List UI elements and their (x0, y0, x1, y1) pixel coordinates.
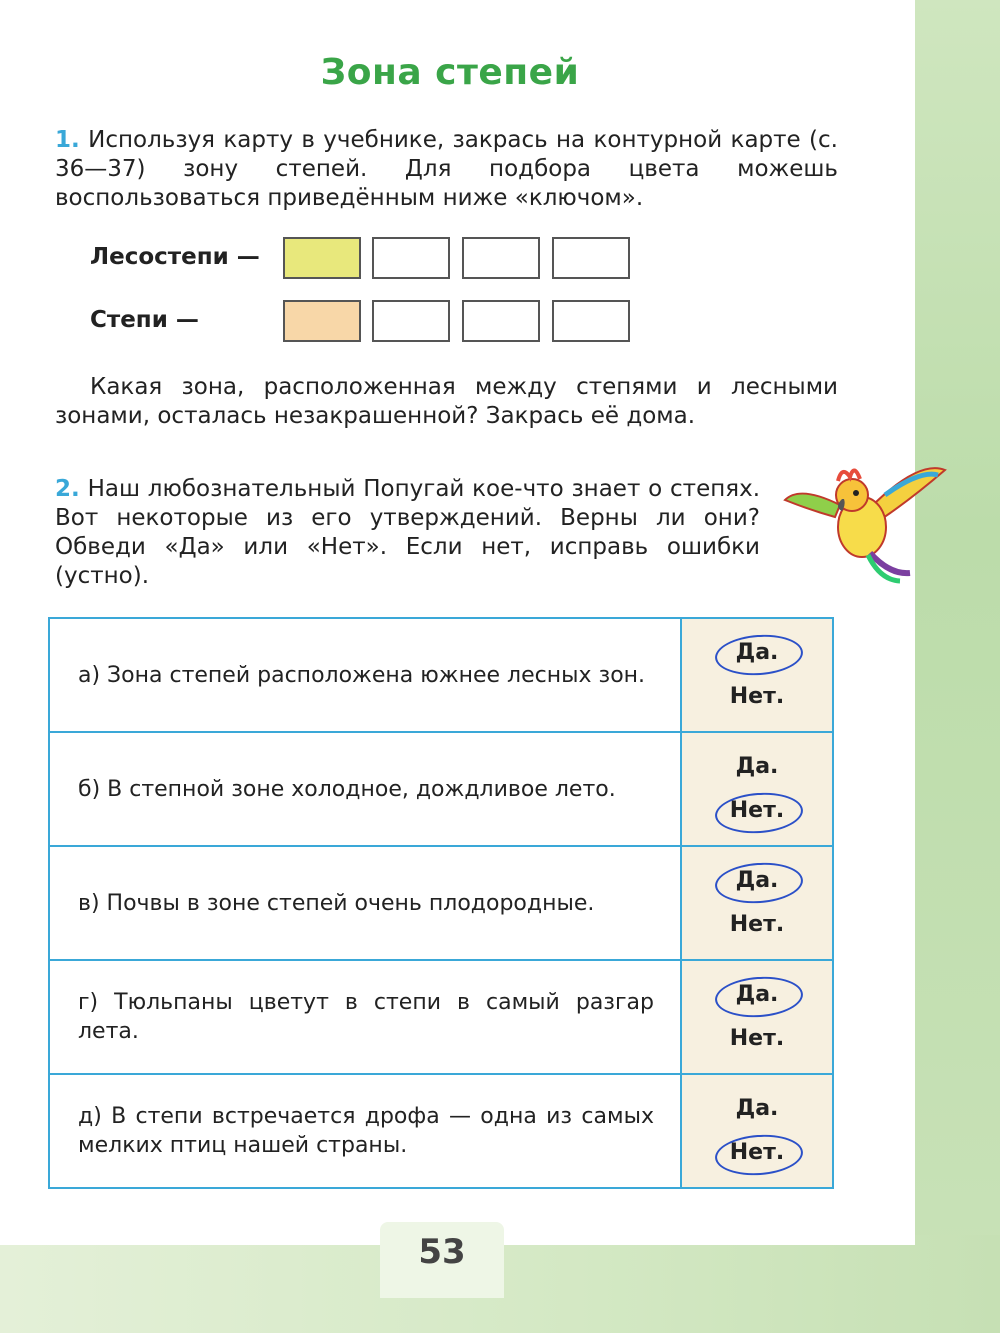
task2-paragraph (55, 475, 760, 591)
statement-text: г) Тюльпаны цветут в степи в самый разгар лета. (49, 960, 681, 1074)
answer-no-circled[interactable]: Нет. (683, 1131, 831, 1175)
answer-no[interactable]: Нет. (729, 684, 785, 709)
statement-text: в) Почвы в зоне степей очень плодородные. (49, 846, 681, 960)
answer-cell (681, 618, 833, 732)
answer-cell (681, 846, 833, 960)
table-row (49, 618, 833, 732)
table-row (49, 1074, 833, 1188)
key-box-empty[interactable] (372, 300, 450, 342)
page-number: 53 (418, 1232, 466, 1272)
table-row (49, 846, 833, 960)
task2-text: Наш любознательный Попугай кое-что знает о степях. Вот некоторые из его утверждений. Верны ли они? Обведи «Да» или «Нет». Если нет, исправь ошибки (устно). (55, 476, 761, 589)
key-swatch-forest-steppe (283, 237, 361, 279)
answer-cell (681, 960, 833, 1074)
statement-text: б) В степной зоне холодное, дождливое лето. (49, 732, 681, 846)
page-title: Зона степей (320, 52, 580, 93)
task1-text: Используя карту в учебнике, закрась на контурной карте (с. 36—37) зону степей. Для подбора цвета можешь воспользоваться приведённым ниже «ключом». (55, 127, 838, 211)
key-swatch-steppe (283, 300, 361, 342)
answer-cell (681, 732, 833, 846)
statements-table (48, 617, 834, 1189)
answer-yes-circled[interactable]: Да. (683, 631, 831, 675)
answer-cell (681, 1074, 833, 1188)
answer-no[interactable]: Нет. (729, 1026, 785, 1051)
task1-paragraph (55, 126, 838, 213)
key-box-empty[interactable] (462, 300, 540, 342)
key-label-steppe: Степи — (90, 307, 199, 333)
task1-number: 1. (55, 127, 80, 153)
key-box-empty[interactable] (372, 237, 450, 279)
task2-number: 2. (55, 476, 80, 502)
table-row (49, 732, 833, 846)
answer-yes[interactable]: Да. (735, 1096, 779, 1121)
answer-yes[interactable]: Да. (735, 754, 779, 779)
table-row (49, 960, 833, 1074)
key-box-empty[interactable] (552, 300, 630, 342)
answer-no-circled[interactable]: Нет. (683, 789, 831, 833)
answer-yes-circled[interactable]: Да. (683, 973, 831, 1017)
task1-question: Какая зона, расположенная между степями и лесными зонами, осталась незакрашенной? Закрась её дома. (55, 374, 838, 429)
key-box-empty[interactable] (462, 237, 540, 279)
statement-text: а) Зона степей расположена южнее лесных зон. (49, 618, 681, 732)
key-box-empty[interactable] (552, 237, 630, 279)
answer-no[interactable]: Нет. (729, 912, 785, 937)
answer-yes-circled[interactable]: Да. (683, 859, 831, 903)
right-green-margin (915, 0, 1000, 1333)
parrot-illustration (780, 455, 950, 585)
key-label-forest-steppe: Лесостепи — (90, 244, 260, 270)
statement-text: д) В степи встречается дрофа — одна из самых мелких птиц нашей страны. (49, 1074, 681, 1188)
